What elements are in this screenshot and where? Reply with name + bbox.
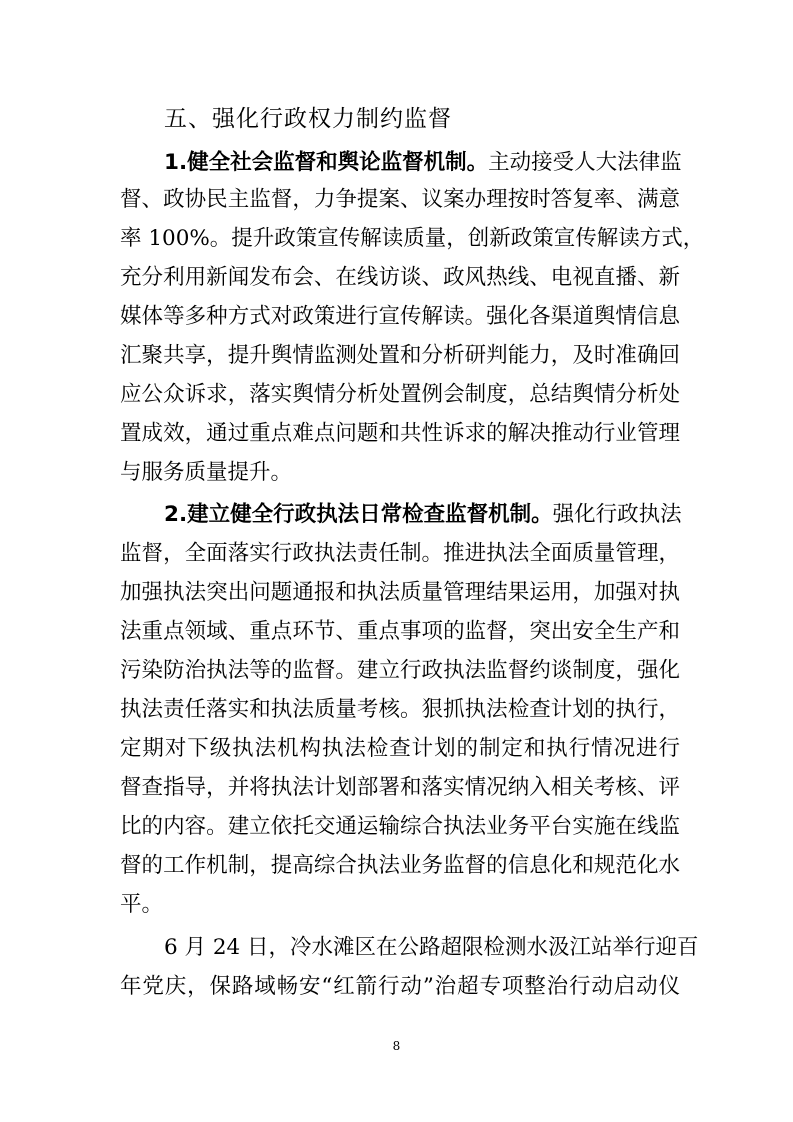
paragraph-1-line-9: 与服务质量提升。 bbox=[120, 460, 293, 485]
paragraph-2-line-2: 监督，全面落实行政执法责任制。推进执法全面质量管理， bbox=[120, 541, 680, 566]
paragraph-2-line-1 bbox=[164, 500, 680, 530]
paragraph-2-lead: 2.建立健全行政执法日常检查监督机制。 bbox=[164, 502, 553, 527]
paragraph-1-line-1 bbox=[164, 148, 680, 178]
paragraph-1-line-4: 充分利用新闻发布会、在线访谈、政风热线、电视直播、新 bbox=[120, 265, 680, 290]
paragraph-2-text: 强化行政执法 bbox=[552, 502, 682, 527]
paragraph-3-line-1: 6 月 24 日，冷水滩区在公路超限检测水汲江站举行迎百 bbox=[164, 935, 699, 960]
page-number: 8 bbox=[392, 1039, 401, 1053]
paragraph-2-line-7: 定期对下级执法机构执法检查计划的制定和执行情况进行 bbox=[120, 736, 680, 761]
section-heading: 五、强化行政权力制约监督 bbox=[164, 106, 452, 132]
paragraph-2-line-11: 平。 bbox=[120, 892, 164, 917]
paragraph-1-line-2: 督、政协民主监督，力争提案、议案办理按时答复率、满意 bbox=[120, 187, 680, 212]
paragraph-2-line-3: 加强执法突出问题通报和执法质量管理结果运用，加强对执 bbox=[120, 580, 680, 605]
paragraph-1-line-5: 媒体等多种方式对政策进行宣传解读。强化各渠道舆情信息 bbox=[120, 304, 680, 329]
paragraph-1-line-8: 置成效，通过重点难点问题和共性诉求的解决推动行业管理 bbox=[120, 421, 680, 446]
paragraph-2-line-9: 比的内容。建立依托交通运输综合执法业务平台实施在线监 bbox=[120, 814, 680, 839]
paragraph-3-line-2: 年党庆，保路域畅安“红箭行动”治超专项整治行动启动仪 bbox=[120, 974, 680, 999]
paragraph-1-text: 主动接受人大法律监 bbox=[488, 150, 682, 175]
paragraph-2-line-10: 督的工作机制，提高综合执法业务监督的信息化和规范化水 bbox=[120, 853, 680, 878]
paragraph-1-line-7: 应公众诉求，落实舆情分析处置例会制度，总结舆情分析处 bbox=[120, 382, 680, 407]
paragraph-2-line-4: 法重点领域、重点环节、重点事项的监督，突出安全生产和 bbox=[120, 619, 680, 644]
paragraph-1-lead: 1.健全社会监督和舆论监督机制。 bbox=[164, 150, 489, 175]
paragraph-1-line-6: 汇聚共享，提升舆情监测处置和分析研判能力，及时准确回 bbox=[120, 343, 680, 368]
paragraph-2-line-8: 督查指导，并将执法计划部署和落实情况纳入相关考核、评 bbox=[120, 775, 680, 800]
paragraph-2-line-6: 执法责任落实和执法质量考核。狠抓执法检查计划的执行， bbox=[120, 697, 680, 722]
paragraph-1-line-3: 率 100%。提升政策宣传解读质量，创新政策宣传解读方式， bbox=[120, 226, 705, 251]
paragraph-2-line-5: 污染防治执法等的监督。建立行政执法监督约谈制度，强化 bbox=[120, 658, 680, 683]
